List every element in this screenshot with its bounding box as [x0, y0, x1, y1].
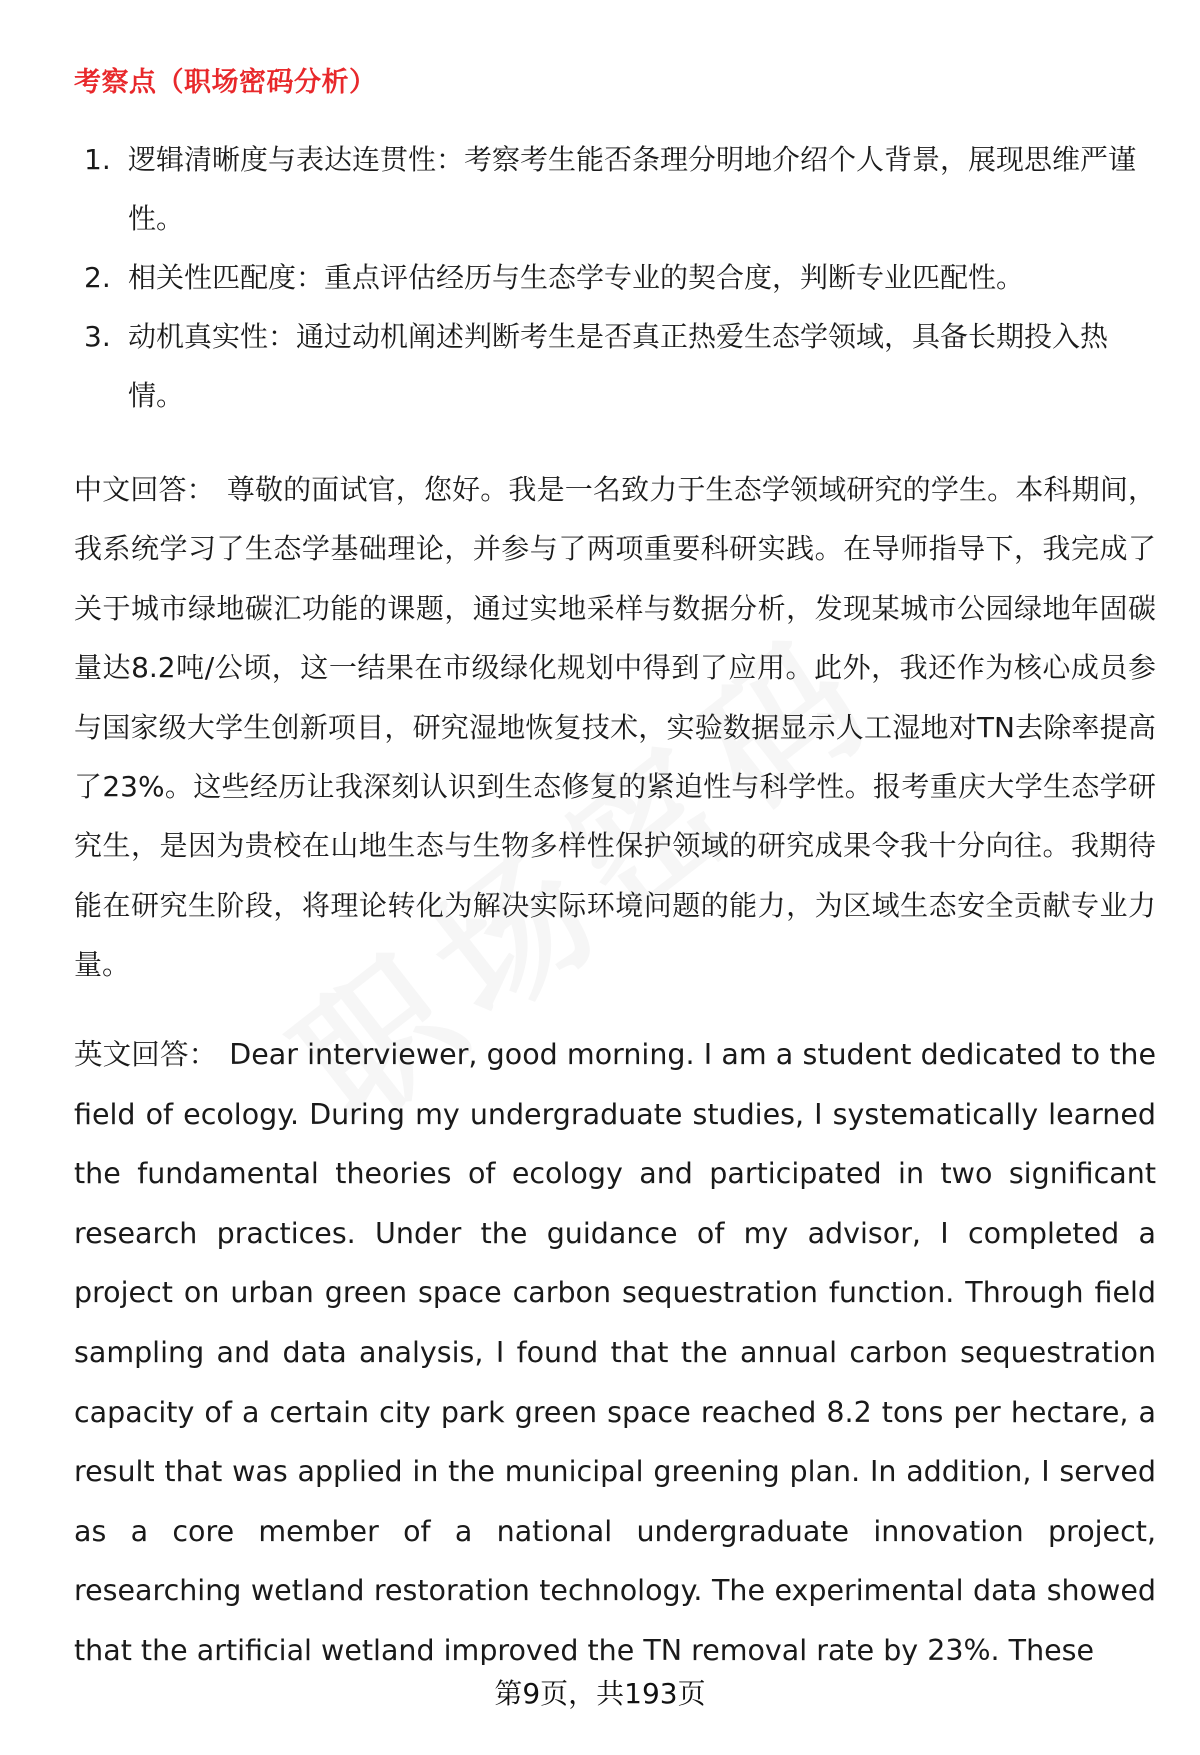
english-answer-label: 英文回答： [74, 1038, 218, 1071]
list-item-text: 相关性匹配度：重点评估经历与生态学专业的契合度，判断专业匹配性。 [128, 261, 1025, 294]
list-item [74, 130, 1156, 248]
list-item-number: 3. [84, 320, 111, 353]
section-title: 考察点（职场密码分析） [74, 67, 377, 98]
list-item-number: 1. [84, 143, 111, 176]
list-item-number: 2. [84, 261, 111, 294]
chinese-answer [74, 460, 1156, 995]
chinese-answer-text: 尊敬的面试官，您好。我是一名致力于生态学领域研究的学生。本科期间，我系统学习了生态学基础理论，并参与了两项重要科研实践。在导师指导下，我完成了关于城市绿地碳汇功能的课题，通过实地采样与数据分析，发现某城市公园绿地年固碳量达8.2吨/公顷，这一结果在市级绿化规划中得到了应用。此外，我还作为核心成员参与国家级大学生创新项目，研究湿地恢复技术，实验数据显示人工湿地对TN去除率提高了23%。这些经历让我深刻认识到生态修复的紧迫性与科学性。报考重庆大学生态学研究生，是因为贵校在山地生态与生物多样性保护领域的研究成果令我十分向往。我期待能在研究生阶段，将理论转化为解决实际环境问题的能力，为区域生态安全贡献专业力量。 [74, 473, 1156, 982]
criteria-list [74, 130, 1156, 425]
list-item-text: 动机真实性：通过动机阐述判断考生是否真正热爱生态学领域，具备长期投入热情。 [128, 320, 1109, 412]
chinese-answer-label: 中文回答： [74, 473, 215, 506]
page-number-footer: 第9页，共193页 [494, 1677, 706, 1710]
english-answer [74, 1025, 1156, 1665]
list-item [74, 307, 1156, 425]
english-answer-text: Dear interviewer, good morning. I am a student dedicated to the field of ecology. During my undergraduate studies, I systematically learned the fundamental theories of ecology and participated in two significant research practices. Under the guidance of my advisor, I completed a project on urban green space carbon sequestration function. Through field sampling and data analysis, I found that the annual carbon sequestration capacity of a certain city park green space reached 8.2 tons per hectare, a result that was applied in the municipal greening plan. In addition, I served as a core member of a national undergraduate innovation project, researching wetland restoration technology. The experimental data showed that the artificial wetland improved the TN removal rate by 23%. These [74, 1038, 1156, 1665]
list-item-text: 逻辑清晰度与表达连贯性：考察考生能否条理分明地介绍个人背景，展现思维严谨性。 [128, 143, 1137, 235]
document-page [74, 0, 1156, 1755]
list-item [74, 248, 1156, 307]
